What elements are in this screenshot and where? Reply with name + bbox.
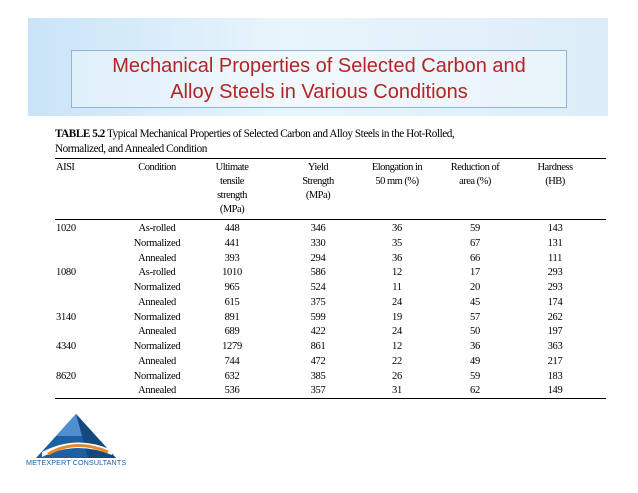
table-cell-ra: 67 (470, 237, 480, 249)
header-ys-line: (MPa) (305, 190, 331, 201)
table-caption-label: TABLE 5.2 (55, 128, 105, 140)
table-cell-condition: Normalized (133, 370, 181, 382)
table-cell-ys: 586 (310, 267, 326, 279)
table-cell-ys: 294 (310, 252, 326, 264)
header-uts-line: (MPa) (219, 204, 245, 215)
header-ys-line: Strength (302, 176, 334, 187)
header-el-line: 50 mm (%) (375, 176, 419, 187)
header-elongation (360, 161, 434, 189)
table-cell-hb: 183 (547, 370, 563, 382)
table-cell-uts: 965 (224, 282, 240, 293)
table-cell-el: 12 (392, 341, 402, 352)
table-header-rule (55, 219, 606, 220)
table-cell-condition: As-rolled (138, 223, 176, 234)
table-cell-el: 19 (392, 311, 402, 323)
table-cell-uts: 615 (224, 296, 240, 308)
header-uts (207, 161, 257, 217)
table-cell-el: 35 (392, 237, 402, 249)
table-cell-condition: As-rolled (138, 267, 176, 279)
header-uts-line: strength (217, 190, 247, 201)
table-cell-ys: 599 (310, 311, 326, 323)
table-cell-condition: Annealed (138, 296, 176, 308)
table-cell-ys: 346 (310, 223, 326, 234)
table-cell-hb: 131 (547, 237, 563, 249)
table-cell-el: 36 (392, 252, 402, 264)
table-cell-el: 24 (392, 326, 402, 338)
table-cell-ys: 422 (310, 326, 326, 338)
table-cell-aisi: 4340 (56, 341, 76, 352)
table-cell-uts: 393 (224, 252, 240, 264)
header-reduction (440, 161, 510, 189)
header-hb-line: Hardness (537, 162, 573, 173)
table-cell-ra: 59 (470, 370, 480, 382)
table-caption-text: Typical Mechanical Properties of Selected Carbon and Alloy Steels in the Hot-Rolled, (106, 128, 455, 140)
table-cell-el: 26 (392, 370, 402, 382)
table-top-rule (55, 158, 606, 159)
header-ys (293, 161, 343, 203)
table-cell-hb: 293 (547, 267, 563, 279)
table-cell-el: 12 (392, 267, 402, 279)
table-cell-uts: 744 (224, 355, 240, 367)
table-cell-condition: Annealed (138, 326, 176, 338)
table-cell-ra: 20 (470, 282, 480, 293)
header-hardness (525, 161, 585, 189)
table-cell-condition: Normalized (133, 237, 181, 249)
table-cell-ra: 62 (470, 385, 480, 397)
table-cell-ra: 45 (470, 296, 480, 308)
table-cell-ys: 385 (310, 370, 326, 382)
table-cell-condition: Normalized (133, 341, 181, 352)
table-cell-ys: 375 (310, 296, 326, 308)
slide-title-line1: Mechanical Properties of Selected Carbon and (112, 55, 526, 77)
table-cell-ys: 524 (310, 282, 326, 293)
table-cell-hb: 293 (547, 282, 563, 293)
table-cell-uts: 448 (224, 223, 240, 234)
table-cell-el: 11 (392, 282, 402, 293)
table-cell-uts: 632 (224, 370, 240, 382)
table-cell-aisi: 8620 (56, 370, 76, 382)
table-cell-ra: 59 (470, 223, 480, 234)
table-cell-ys: 330 (310, 237, 326, 249)
table-cell-el: 36 (392, 223, 402, 234)
table-cell-uts: 689 (224, 326, 240, 338)
table-cell-condition: Annealed (138, 385, 176, 397)
table-cell-ys: 357 (310, 385, 326, 397)
table-cell-ys: 861 (310, 341, 326, 352)
logo-text: METEXPERT CONSULTANTS (26, 458, 127, 467)
table-cell-condition: Annealed (138, 252, 176, 264)
table-cell-condition: Annealed (138, 355, 176, 367)
table-cell-ra: 66 (470, 252, 480, 264)
table-cell-ra: 17 (470, 267, 480, 279)
table-cell-uts: 891 (224, 311, 240, 323)
table-cell-uts: 1010 (222, 267, 242, 279)
table-cell-el: 22 (392, 355, 402, 367)
table-cell-ra: 57 (470, 311, 480, 323)
table-cell-hb: 149 (547, 385, 563, 397)
table-caption (55, 127, 595, 157)
table-cell-hb: 363 (547, 341, 563, 352)
table-cell-hb: 217 (547, 355, 563, 367)
table-cell-aisi: 1080 (56, 267, 76, 279)
table-cell-hb: 111 (547, 252, 563, 264)
table-cell-ra: 36 (470, 341, 480, 352)
table-cell-hb: 262 (547, 311, 563, 323)
table-cell-condition: Normalized (133, 311, 181, 323)
table-cell-uts: 536 (224, 385, 240, 397)
table-cell-aisi: 1020 (56, 223, 76, 234)
header-hb-line: (HB) (545, 176, 565, 187)
slide-title-line2: Alloy Steels in Various Conditions (170, 81, 468, 103)
table-caption-text2: Normalized, and Annealed Condition (55, 143, 207, 155)
table-cell-ra: 50 (470, 326, 480, 338)
table-cell-ra: 49 (470, 355, 480, 367)
header-uts-line: Ultimate (215, 162, 249, 173)
slide-title (71, 53, 567, 105)
table-cell-uts: 441 (224, 237, 240, 249)
table-cell-ys: 472 (310, 355, 326, 367)
table-cell-el: 24 (392, 296, 402, 308)
table-cell-uts: 1279 (222, 341, 242, 352)
table-cell-hb: 174 (547, 296, 563, 308)
table-cell-hb: 197 (547, 326, 563, 338)
table-cell-el: 31 (392, 385, 402, 397)
table-cell-aisi: 3140 (56, 311, 76, 323)
header-ra-line: area (%) (459, 176, 491, 187)
header-aisi: AISI (56, 162, 75, 173)
header-condition: Condition (138, 162, 176, 173)
table-cell-condition: Normalized (133, 282, 181, 293)
table-cell-hb: 143 (547, 223, 563, 234)
header-uts-line: tensile (220, 176, 244, 187)
header-ra-line: Reduction of (450, 162, 500, 173)
header-ys-line: Yield (307, 162, 329, 173)
header-el-line: Elongation in (371, 162, 423, 173)
